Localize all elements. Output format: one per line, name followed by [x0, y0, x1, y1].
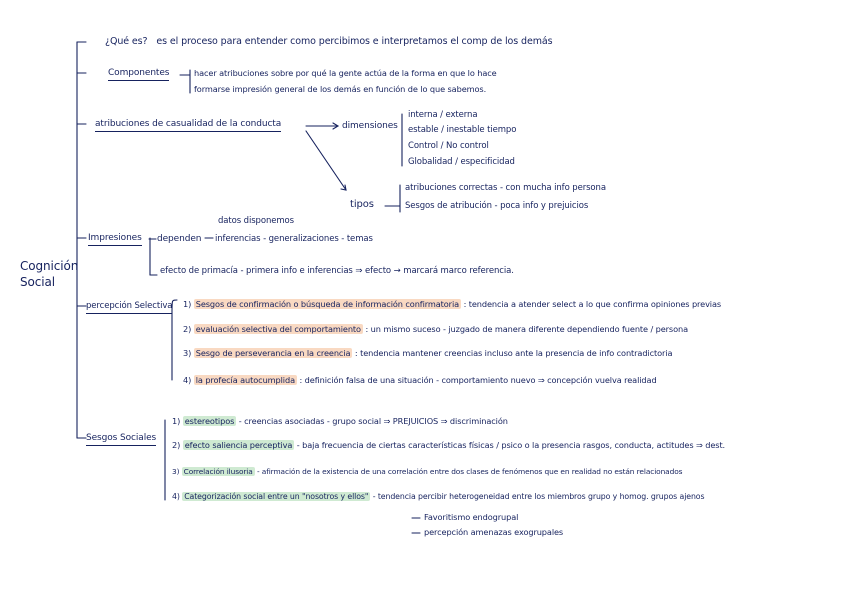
- que-es-definition: es el proceso para entender como percibimos e interpretamos el comp de los demás: [156, 36, 553, 47]
- percepcion-num-1: 1): [183, 299, 192, 309]
- atribuciones-label: atribuciones de casualidad de la conducta: [95, 117, 281, 132]
- percepcion-item-3: [183, 346, 672, 360]
- sesgos-num-2: 2): [172, 440, 181, 450]
- percepcion-num-4: 4): [183, 375, 192, 385]
- percepcion-item-4: [183, 373, 657, 387]
- sesgos-item-1: [172, 414, 508, 428]
- sesgos-sub-1: Favoritismo endogrupal: [424, 512, 519, 522]
- tipos-label: tipos: [350, 199, 374, 210]
- que-es-question: ¿Qué es?: [105, 36, 148, 47]
- dimension-item-4: Globalidad / especificidad: [408, 157, 515, 167]
- percepcion-item-1: [183, 297, 721, 311]
- percepcion-concept-1: Sesgos de confirmación o búsqueda de información confirmatoria: [195, 299, 460, 309]
- datos-text: datos disponemos: [218, 216, 294, 226]
- sesgos-concept-2: efecto saliencia perceptiva: [184, 440, 293, 450]
- dimension-item-3: Control / No control: [408, 141, 489, 151]
- sesgos-num-3: 3): [172, 467, 180, 476]
- sesgos-item-2: [172, 438, 725, 452]
- sesgos-desc-2: - baja frecuencia de ciertas características físicas / psico o la presencia rasgos, conducta, actitudes ⇒ dest.: [296, 440, 726, 450]
- percepcion-desc-2: : un mismo suceso - juzgado de manera diferente dependiendo fuente / persona: [365, 324, 688, 334]
- dependen-label: dependen: [157, 234, 202, 244]
- root-line1: Cognición: [20, 259, 79, 273]
- sesgos-label: Sesgos Sociales: [86, 431, 156, 446]
- sesgos-desc-3: - afirmación de la existencia de una correlación entre dos clases de fenómenos que en realidad no están relacionados: [256, 467, 683, 476]
- percepcion-label: percepción Selectiva: [86, 299, 172, 314]
- percepcion-num-3: 3): [183, 348, 192, 358]
- impresiones-label: Impresiones: [88, 231, 142, 246]
- sesgos-item-3: [172, 465, 682, 479]
- componentes-label: Componentes: [108, 66, 169, 81]
- percepcion-concept-2: evaluación selectiva del comportamiento: [195, 324, 361, 334]
- sesgos-num-1: 1): [172, 416, 181, 426]
- tipo-item-1: atribuciones correctas - con mucha info persona: [405, 183, 606, 193]
- percepcion-num-2: 2): [183, 324, 192, 334]
- sesgos-concept-1: estereotipos: [184, 416, 235, 426]
- componentes-item-2: formarse impresión general de los demás en función de lo que sabemos.: [194, 84, 487, 94]
- sesgos-desc-1: - creencias asociadas - grupo social ⇒ PREJUICIOS ⇒ discriminación: [238, 416, 508, 426]
- root-title: [20, 258, 78, 290]
- sesgos-sub-2: percepción amenazas exogrupales: [424, 527, 564, 537]
- sesgos-concept-3: Correlación ilusoria: [183, 467, 253, 476]
- percepcion-desc-4: : definición falsa de una situación - comportamiento nuevo ⇒ concepción vuelva realidad: [299, 375, 657, 385]
- sesgos-num-4: 4): [172, 492, 180, 501]
- dimension-item-1: interna / externa: [408, 110, 478, 120]
- que-es-row: [105, 35, 552, 49]
- sesgos-item-4: [172, 490, 704, 504]
- componentes-item-1: hacer atribuciones sobre por qué la gente actúa de la forma en que lo hace: [194, 68, 497, 78]
- percepcion-item-2: [183, 322, 688, 336]
- tipo-item-2: Sesgos de atribución - poca info y prejuicios: [405, 201, 589, 211]
- sesgos-desc-4: - tendencia percibir heterogeneidad entre los miembros grupo y homog. grupos ajenos: [372, 492, 705, 501]
- dimension-item-2: estable / inestable tiempo: [408, 125, 517, 135]
- percepcion-desc-3: : tendencia mantener creencias incluso ante la presencia de info contradictoria: [354, 348, 673, 358]
- percepcion-concept-3: Sesgo de perseverancia en la creencia: [195, 348, 351, 358]
- inferencias-text: inferencias - generalizaciones - temas: [215, 234, 373, 244]
- root-line2: Social: [20, 275, 55, 289]
- percepcion-concept-4: la profecía autocumplida: [195, 375, 295, 385]
- sesgos-concept-4: Categorización social entre un "nosotros y ellos": [184, 492, 369, 501]
- percepcion-desc-1: : tendencia a atender select a lo que confirma opiniones previas: [463, 299, 722, 309]
- dimensiones-label: dimensiones: [342, 121, 398, 131]
- efecto-text: efecto de primacía - primera info e inferencias ⇒ efecto → marcará marco referencia.: [160, 266, 514, 276]
